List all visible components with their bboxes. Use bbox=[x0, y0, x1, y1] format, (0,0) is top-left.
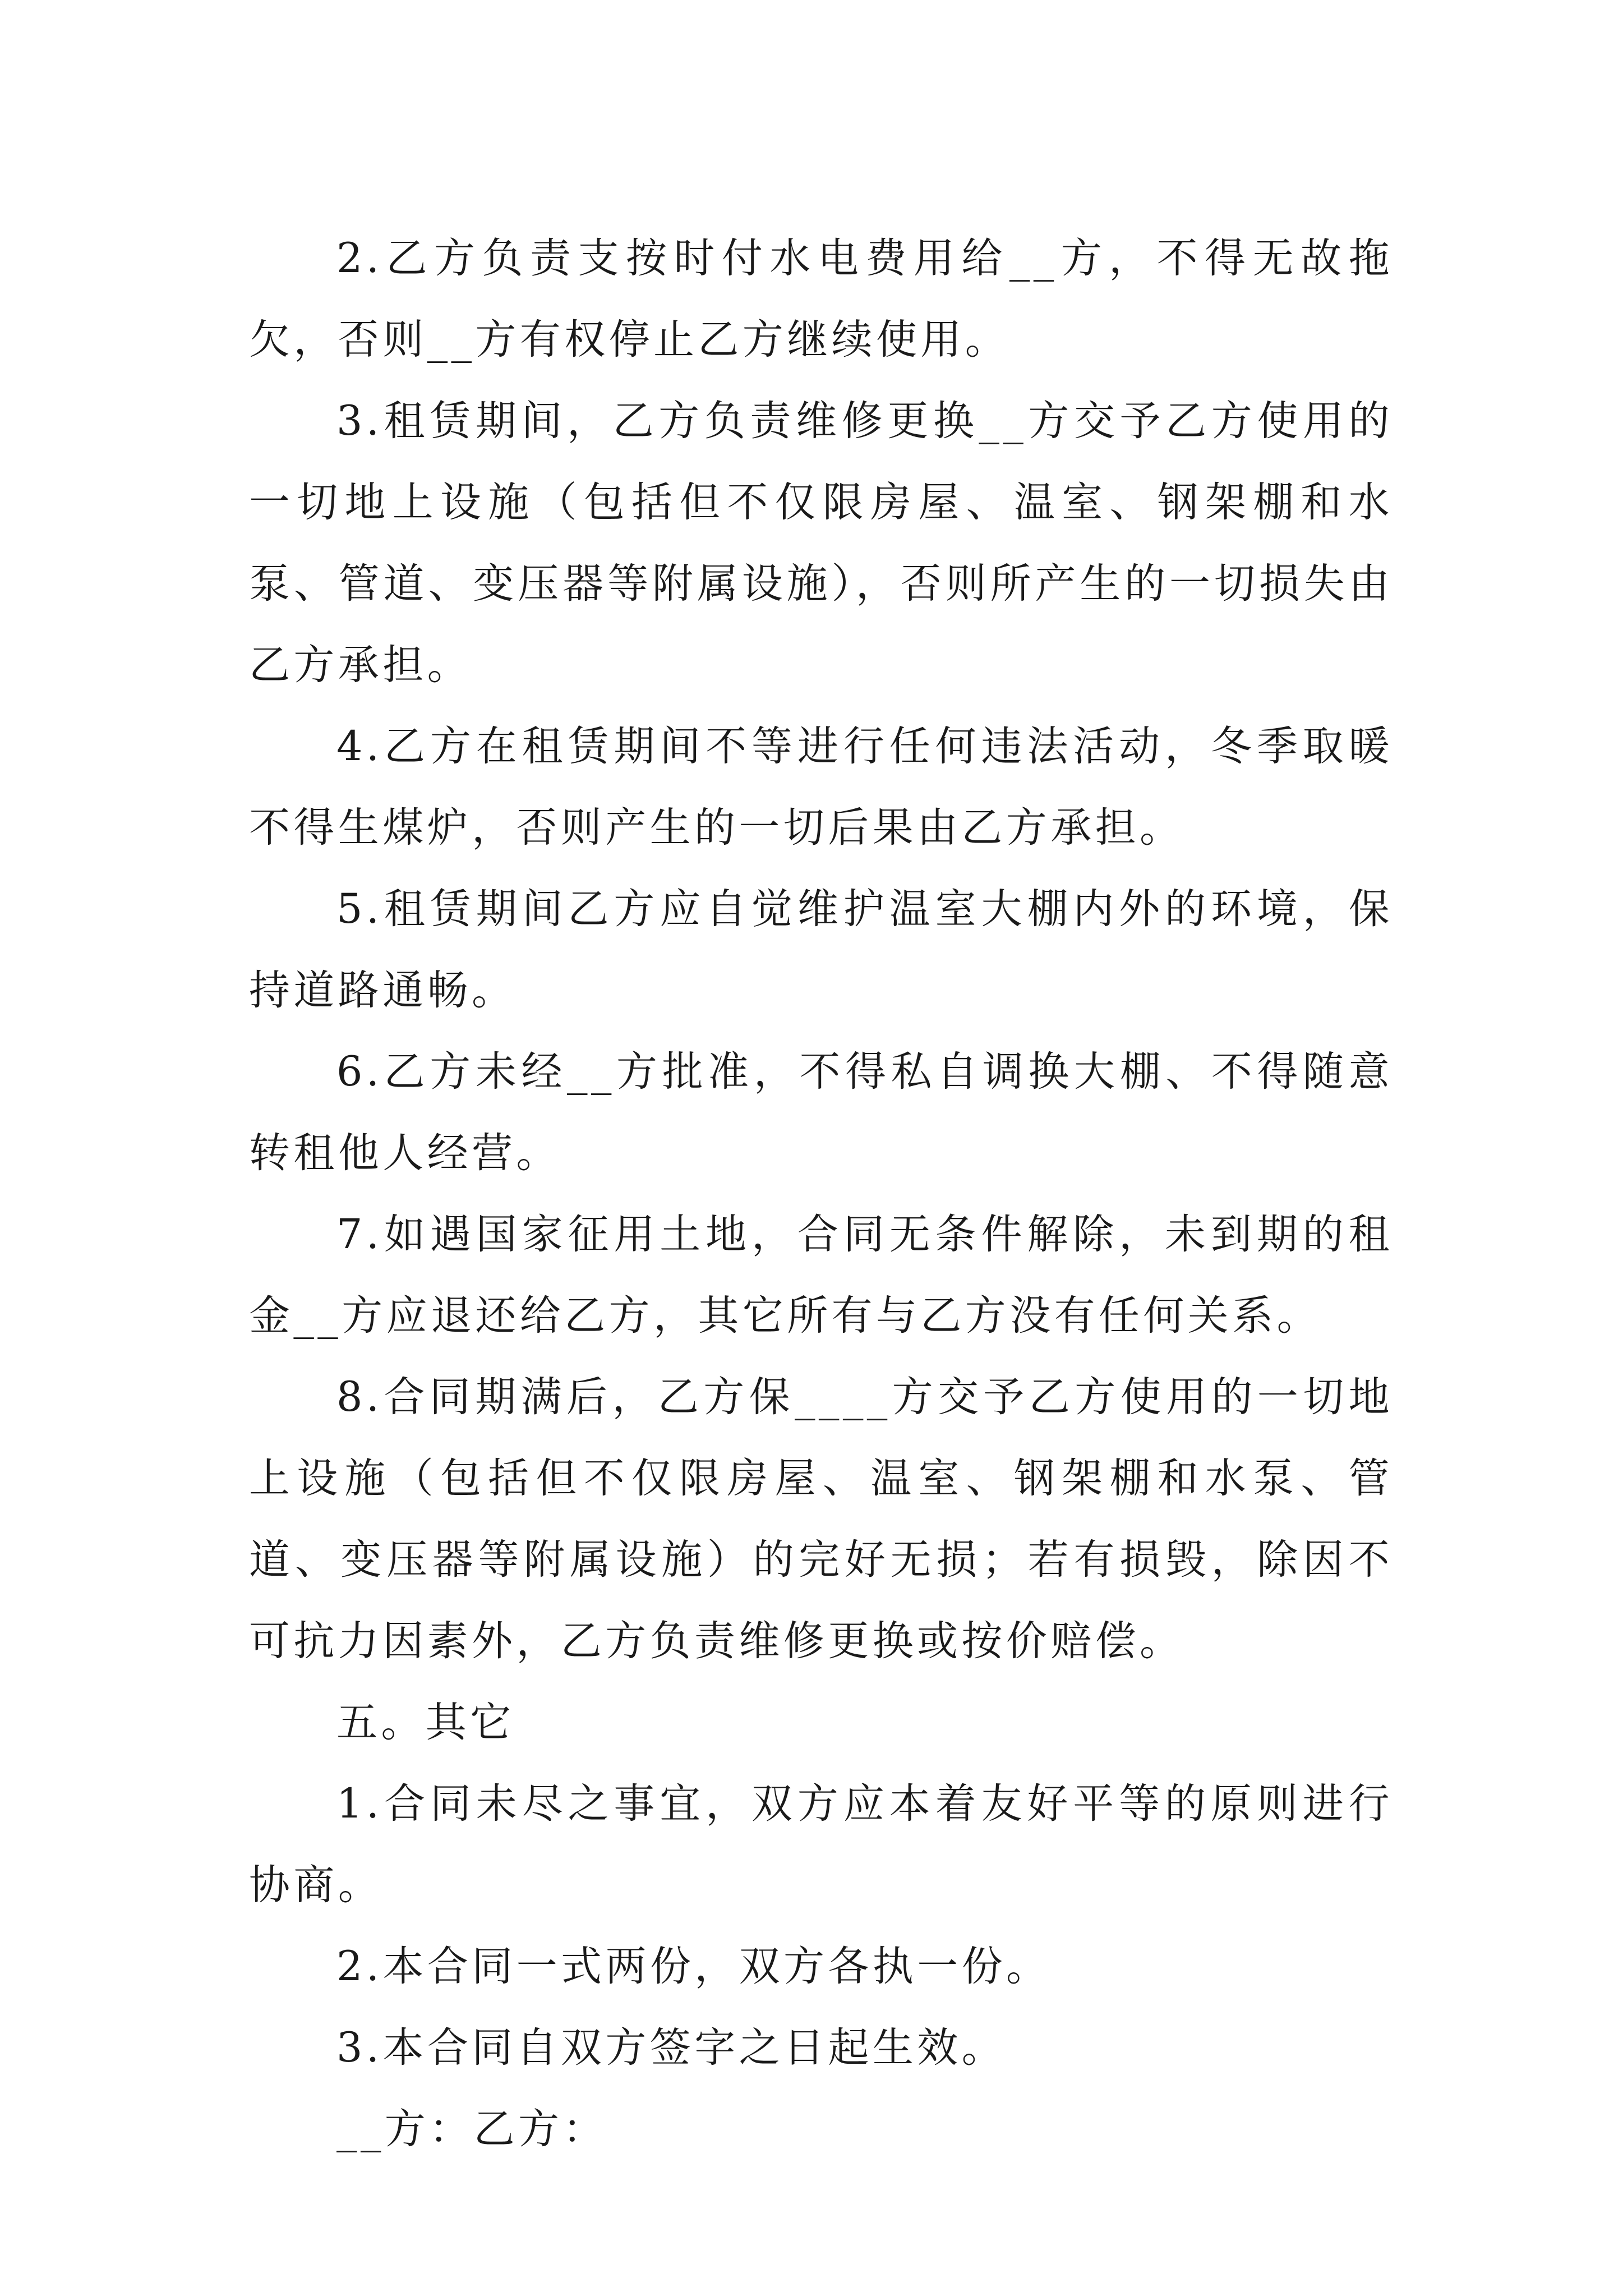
clause-7-land-requisition: 7.如遇国家征用土地，合同无条件解除，未到期的租金__方应退还给乙方，其它所有与乙方没有任何关系。 bbox=[249, 1211, 1393, 1340]
section-heading-other: 五。其它 bbox=[336, 1699, 515, 1746]
clause-8-expiry: 8.合同期满后，乙方保____方交予乙方使用的一切地上设施（包括但不仅限房屋、温室、钢架棚和水泵、管道、变压器等附属设施）的完好无损；若有损毁，除因不可抗力因素外，乙方负责维修更换或按价赔偿。 bbox=[249, 1373, 1393, 1665]
signature-line: __方：乙方： bbox=[336, 2105, 607, 2153]
other-clause-2: 2.本合同一式两份，双方各执一份。 bbox=[336, 1943, 1051, 1990]
clause-2-utilities: 2.乙方负责支按时付水电费用给__方，不得无故拖欠，否则__方有权停止乙方继续使用。 bbox=[249, 234, 1393, 364]
clause-5-environment: 5.租赁期间乙方应自觉维护温室大棚内外的环境，保持道路通畅。 bbox=[249, 885, 1393, 1014]
clause-4-lawful-use: 4.乙方在租赁期间不等进行任何违法活动，冬季取暖不得生煤炉，否则产生的一切后果由乙方承担。 bbox=[249, 723, 1393, 852]
other-clause-3: 3.本合同自双方签字之日起生效。 bbox=[336, 2024, 1007, 2072]
document-body bbox=[249, 218, 1393, 2170]
other-clause-1: 1.合同未尽之事宜，双方应本着友好平等的原则进行协商。 bbox=[249, 1780, 1393, 1909]
clause-3-maintenance: 3.租赁期间，乙方负责维修更换__方交予乙方使用的一切地上设施（包括但不仅限房屋、温室、钢架棚和水泵、管道、变压器等附属设施），否则所产生的一切损失由乙方承担。 bbox=[249, 397, 1393, 689]
clause-6-sublease: 6.乙方未经__方批准，不得私自调换大棚、不得随意转租他人经营。 bbox=[249, 1048, 1393, 1177]
